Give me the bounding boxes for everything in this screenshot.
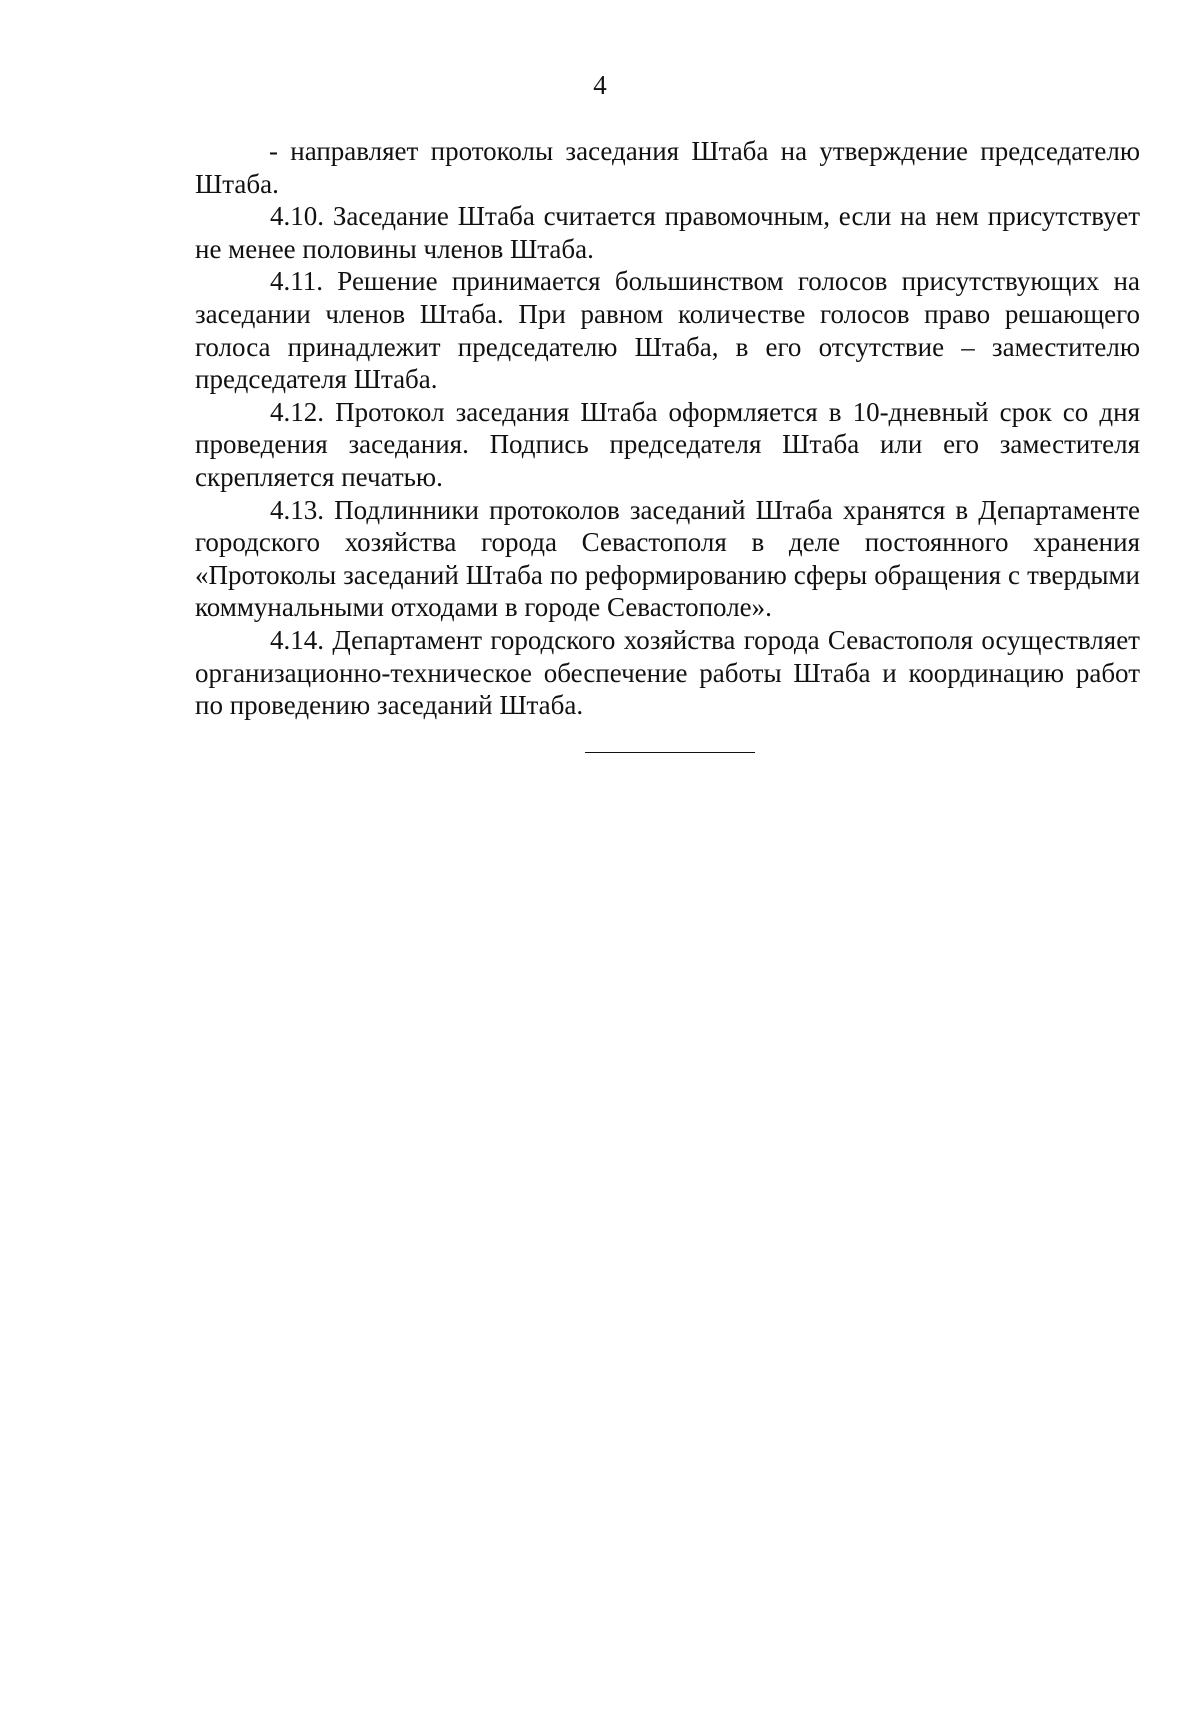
paragraph-4-12-protocol-term: 4.12. Протокол заседания Штаба оформляется в 10-дневный срок со дня проведения заседания. Подпись председателя Штаба или его заместителя скрепляется печатью. <box>195 396 1140 492</box>
document-body <box>195 135 1140 722</box>
paragraph-4-11-voting: 4.11. Решение принимается большинством голосов присутствующих на заседании членов Штаба. При равном количестве голосов право решающего голоса принадлежит председателю Штаба, в его отсутствие – заместителю председателя Штаба. <box>195 266 1140 395</box>
paragraph-protocol-approval: - направляет протоколы заседания Штаба на утверждение председателю Штаба. <box>195 136 1140 199</box>
page-number: 4 <box>593 70 607 100</box>
paragraph-4-14-department-support: 4.14. Департамент городского хозяйства города Севастополя осуществляет организационно-техническое обеспечение работы Штаба и координацию работ по проведению заседаний Штаба. <box>195 624 1140 721</box>
end-of-text-divider <box>585 752 755 753</box>
paragraph-4-13-originals-storage: 4.13. Подлинники протоколов заседаний Штаба хранятся в Департаменте городского хозяйства города Севастополя в деле постоянного хранения «Протоколы заседаний Штаба по реформированию сферы обращения с твердыми коммунальными отходами в городе Севастополе». <box>195 494 1140 623</box>
paragraph-4-10-quorum: 4.10. Заседание Штаба считается правомочным, если на нем присутствует не менее половины членов Штаба. <box>195 201 1140 264</box>
